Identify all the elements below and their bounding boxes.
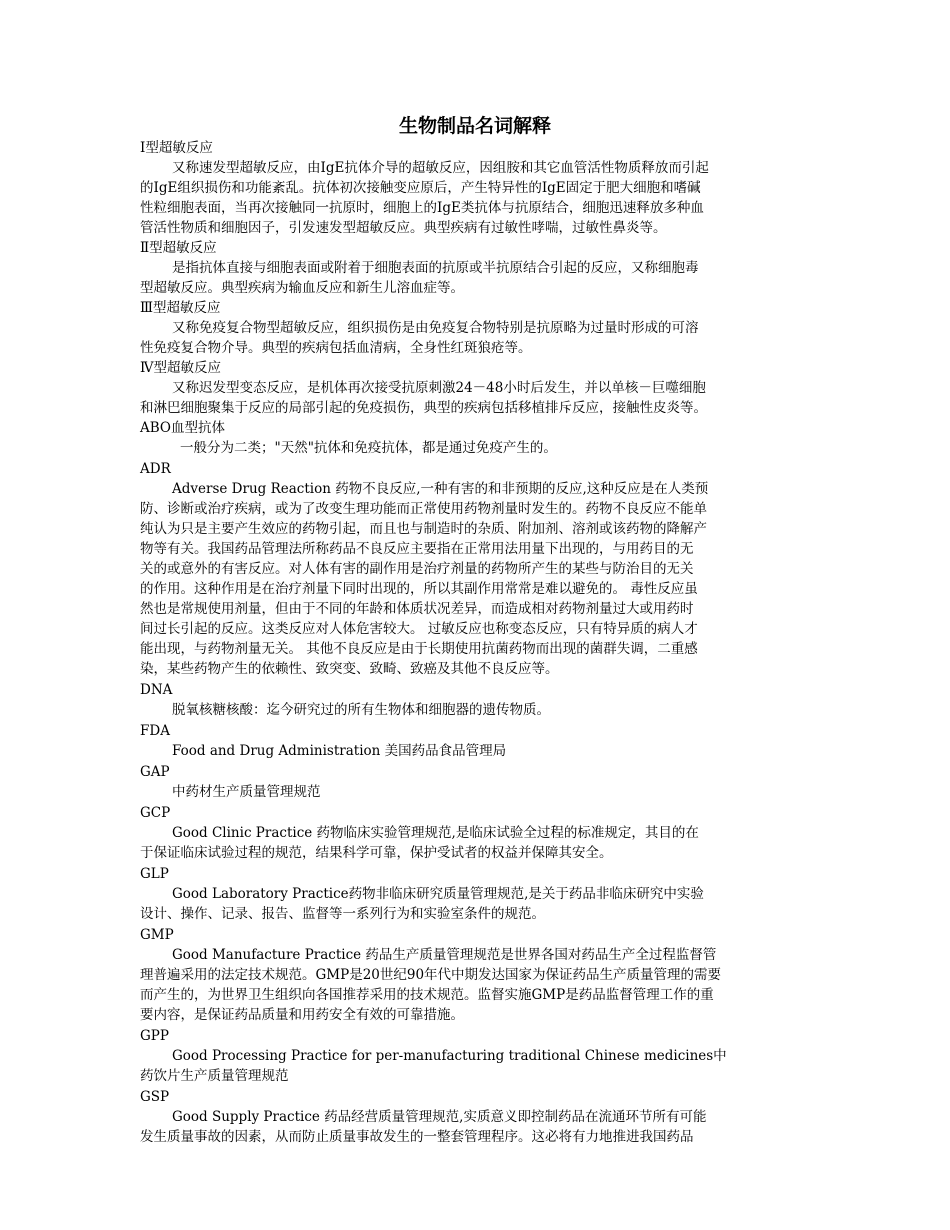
- definition-line: 的作用。这种作用是在治疗剂量下同时出现的，所以其副作用常常是难以避免的。 毒性反应虽: [140, 581, 698, 597]
- entry-term: Ⅱ型超敏反应: [140, 240, 217, 256]
- entry-term: ABO血型抗体: [140, 420, 225, 436]
- glossary-entry: [140, 762, 820, 802]
- glossary-entry: [140, 721, 820, 761]
- definition-line: 一般分为二类；"天然"抗体和免疫抗体，都是通过免疫产生的。: [180, 440, 557, 456]
- glossary-entry: [140, 418, 820, 458]
- definition-line: 性免疫复合物介导。典型的疾病包括血清病，全身性红斑狼疮等。: [140, 340, 532, 356]
- glossary-entry: [140, 238, 820, 298]
- definition-line: Adverse Drug Reaction 药物不良反应,一种有害的和非预期的反应,这种反应是在人类预: [172, 481, 709, 497]
- definition-line: 于保证临床试验过程的规范，结果科学可靠，保护受试者的权益并保障其安全。: [140, 845, 613, 861]
- document-body: [140, 138, 820, 1147]
- definition-line: 理普遍采用的法定技术规范。GMP是20世纪90年代中期发达国家为保证药品生产质量管理的需要: [140, 967, 722, 983]
- definition-line: 药饮片生产质量管理规范: [140, 1068, 289, 1084]
- entry-term: DNA: [140, 682, 173, 698]
- definition-line: 发生质量事故的因素，从而防止质量事故发生的一整套管理程序。这必将有力地推进我国药品: [140, 1129, 694, 1145]
- definition-line: 管活性物质和细胞因子，引发速发型超敏反应。典型疾病有过敏性哮喘，过敏性鼻炎等。: [140, 220, 667, 236]
- glossary-entry: [140, 680, 820, 720]
- entry-term: Ⅳ型超敏反应: [140, 360, 221, 376]
- definition-line: 能出现，与药物剂量无关。 其他不良反应是由于长期使用抗菌药物而出现的菌群失调，二重感: [140, 641, 698, 657]
- definition-line: 纯认为只是主要产生效应的药物引起，而且也与制造时的杂质、附加剂、溶剂或该药物的降解产: [140, 521, 707, 537]
- glossary-entry: [140, 803, 820, 863]
- definition-line: 设计、操作、记录、报告、监督等一系列行为和实验室条件的规范。: [140, 906, 545, 922]
- definition-line: Good Processing Practice for per-manufacturing traditional Chinese medicines中: [172, 1048, 727, 1064]
- entry-term: Ⅲ型超敏反应: [140, 300, 221, 316]
- entry-term: GAP: [140, 764, 170, 780]
- glossary-entry: [140, 925, 820, 1025]
- glossary-entry: [140, 298, 820, 358]
- definition-line: Good Supply Practice 药品经营质量管理规范,实质意义即控制药品在流通环节所有可能: [172, 1109, 707, 1125]
- glossary-entry: [140, 1087, 820, 1147]
- definition-line: 防、诊断或治疗疾病，或为了改变生理功能而正常使用药物剂量时发生的。药物不良反应不能单: [140, 501, 707, 517]
- definition-line: 中药材生产质量管理规范: [172, 784, 321, 800]
- entry-term: GPP: [140, 1028, 169, 1044]
- definition-line: 又称免疫复合物型超敏反应，组织损伤是由免疫复合物特别是抗原略为过量时形成的可溶: [172, 320, 699, 336]
- definition-line: Good Manufacture Practice 药品生产质量管理规范是世界各国对药品生产全过程监督管: [172, 947, 717, 963]
- entry-term: FDA: [140, 723, 170, 739]
- definition-line: 型超敏反应。典型疾病为输血反应和新生儿溶血症等。: [140, 280, 464, 296]
- glossary-entry: [140, 864, 820, 924]
- entry-term: GCP: [140, 805, 171, 821]
- definition-line: 又称速发型超敏反应，由IgE抗体介导的超敏反应，因组胺和其它血管活性物质释放而引起: [172, 160, 709, 176]
- definition-line: Good Clinic Practice 药物临床实验管理规范,是临床试验全过程的标准规定，其目的在: [172, 825, 699, 841]
- definition-line: 染，某些药物产生的依赖性、致突变、致畸、致癌及其他不良反应等。: [140, 661, 559, 677]
- definition-line: 然也是常规使用剂量，但由于不同的年龄和体质状况差异，而造成相对药物剂量过大或用药时: [140, 601, 694, 617]
- definition-line: 而产生的，为世界卫生组织向各国推荐采用的技术规范。监督实施GMP是药品监督管理工作的重: [140, 987, 714, 1003]
- definition-line: 又称迟发型变态反应，是机体再次接受抗原刺激24－48小时后发生，并以单核－巨噬细胞: [172, 380, 706, 396]
- entry-term: GSP: [140, 1089, 170, 1105]
- definition-line: 间过长引起的反应。这类反应对人体危害较大。 过敏反应也称变态反应，只有特异质的病人才: [140, 621, 698, 637]
- definition-line: 性粒细胞表面，当再次接触同一抗原时，细胞上的IgE类抗体与抗原结合，细胞迅速释放多种血: [140, 200, 704, 216]
- definition-line: 的IgE组织损伤和功能紊乱。抗体初次接触变应原后，产生特异性的IgE固定于肥大细胞和嗜碱: [140, 180, 701, 196]
- glossary-entry: [140, 459, 820, 679]
- definition-line: 关的或意外的有害反应。对人体有害的副作用是治疗剂量的药物所产生的某些与防治目的无关: [140, 561, 694, 577]
- definition-line: 和淋巴细胞聚集于反应的局部引起的免疫损伤，典型的疾病包括移植排斥反应，接触性皮炎等。: [140, 400, 707, 416]
- definition-line: Food and Drug Administration 美国药品食品管理局: [172, 743, 507, 759]
- glossary-entry: [140, 358, 820, 418]
- definition-line: 物等有关。我国药品管理法所称药品不良反应主要指在正常用法用量下出现的，与用药目的无: [140, 541, 694, 557]
- entry-term: ADR: [140, 461, 171, 477]
- entry-term: GLP: [140, 866, 169, 882]
- entry-term: GMP: [140, 927, 174, 943]
- definition-line: 脱氧核糖核酸：迄今研究过的所有生物体和细胞器的遗传物质。: [172, 702, 550, 718]
- definition-line: 是指抗体直接与细胞表面或附着于细胞表面的抗原或半抗原结合引起的反应，又称细胞毒: [172, 260, 699, 276]
- entry-term: Ⅰ型超敏反应: [140, 140, 213, 156]
- glossary-entry: [140, 138, 820, 238]
- definition-line: 要内容，是保证药品质量和用药安全有效的可靠措施。: [140, 1007, 464, 1023]
- definition-line: Good Laboratory Practice药物非临床研究质量管理规范,是关于药品非临床研究中实验: [172, 886, 704, 902]
- page-title: 生物制品名词解释: [398, 115, 551, 137]
- glossary-entry: [140, 1026, 820, 1086]
